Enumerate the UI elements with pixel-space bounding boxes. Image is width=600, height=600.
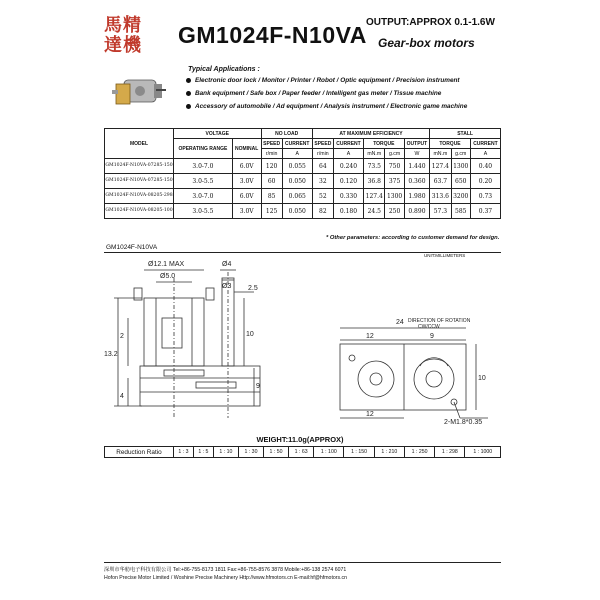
col-max-efficiency: AT MAXIMUM EFFICIENCY	[312, 129, 429, 139]
logo-line-1: 馬精	[104, 15, 142, 36]
dim-4: 4	[120, 393, 124, 400]
col-st-current: CURRENT	[470, 139, 500, 149]
weight-label: WEIGHT:11.0g(APPROX)	[256, 435, 344, 444]
footer-contact: 深圳市华舫电子科技有限公司 Tel:+86-755-8173 1811 Fax:+86-755-8576 3878 Mobile:+86-138 2574 6071	[104, 567, 347, 573]
table-cell-me-speed: 52	[312, 189, 333, 204]
table-cell-op: 3.0-5.5	[174, 174, 233, 189]
table-cell-nom: 6.0V	[232, 189, 261, 204]
table-cell-me-tq1: 36.8	[364, 174, 385, 189]
dim-d3: Ø3	[222, 283, 232, 290]
unit-mnm: mN.m	[430, 149, 451, 159]
applications-title: Typical Applications :	[188, 66, 260, 73]
table-cell-me-out: 0.890	[404, 204, 429, 219]
table-cell-me-cur: 0.240	[333, 159, 363, 174]
dim-24: 24	[396, 319, 404, 326]
unit-a: A	[470, 149, 500, 159]
col-st-torque: TORQUE	[430, 139, 471, 149]
rotation-label: DIRECTION OF ROTATION	[408, 318, 471, 324]
unit-rmin: r/min	[261, 149, 282, 159]
col-operating-range: OPERATING RANGE	[174, 139, 233, 159]
dim-12: 12	[366, 333, 374, 340]
table-cell-nl-speed: 85	[261, 189, 282, 204]
dim-9: 9	[256, 383, 260, 390]
table-cell-me-speed: 32	[312, 174, 333, 189]
logo-line-2: 達機	[104, 35, 142, 56]
application-item: Electronic door lock / Monitor / Printer / Robot / Optic equipment / Precision instrument	[186, 77, 460, 84]
output-power: OUTPUT:APPROX 0.1-1.6W	[366, 17, 495, 28]
table-cell-st-cur: 0.40	[470, 159, 500, 174]
table-cell-st-tq1: 63.7	[430, 174, 451, 189]
col-me-torque: TORQUE	[364, 139, 405, 149]
unit-gcm: g.cm	[385, 149, 404, 159]
application-item: Accessory of automobile / Ad equipment / Analysis instrument / Electronic game machine	[186, 103, 467, 110]
table-cell-nl-speed: 125	[261, 204, 282, 219]
unit-a: A	[333, 149, 363, 159]
dim-10-v: 10	[478, 375, 486, 382]
table-row	[105, 204, 501, 219]
table-cell-st-cur: 0.37	[470, 204, 500, 219]
table-cell-model: GM1024F-N10VA-07285-150	[105, 159, 174, 174]
ratio-value: 1 : 100	[314, 447, 344, 458]
ratio-value: 1 : 50	[264, 447, 289, 458]
dim-12-b: 12	[366, 411, 374, 418]
table-cell-op: 3.0-7.0	[174, 159, 233, 174]
table-cell-me-tq1: 73.5	[364, 159, 385, 174]
table-cell-me-tq2: 1300	[385, 189, 404, 204]
col-voltage: VOLTAGE	[174, 129, 262, 139]
table-cell-model: GM1024F-N10VA-07285-150	[105, 174, 174, 189]
table-cell-me-cur: 0.330	[333, 189, 363, 204]
table-cell-st-tq2: 650	[451, 174, 470, 189]
unit-label: UNIT:MILLIMETERS	[424, 253, 466, 258]
divider	[104, 252, 501, 253]
product-subtitle: Gear-box motors	[378, 36, 475, 50]
rotation-direction: CW/CCW	[418, 324, 440, 330]
table-cell-me-out: 1.440	[404, 159, 429, 174]
ratio-value: 1 : 210	[374, 447, 404, 458]
specification-table	[104, 128, 501, 219]
table-cell-op: 3.0-7.0	[174, 189, 233, 204]
col-me-output: OUTPUT	[404, 139, 429, 149]
ratio-value: 1 : 30	[238, 447, 263, 458]
table-cell-me-tq2: 375	[385, 174, 404, 189]
table-cell-me-cur: 0.120	[333, 174, 363, 189]
table-cell-st-tq2: 585	[451, 204, 470, 219]
unit-mnm: mN.m	[364, 149, 385, 159]
page-title: GM1024F-N10VA	[178, 22, 367, 48]
dim-2-5: 2.5	[248, 285, 258, 292]
table-cell-me-tq2: 250	[385, 204, 404, 219]
ratio-value: 1 : 10	[213, 447, 238, 458]
screw-spec: 2-M1.8*0.35	[444, 419, 483, 426]
unit-gcm: g.cm	[451, 149, 470, 159]
dim-d4: Ø4	[222, 261, 232, 268]
table-cell-st-cur: 0.20	[470, 174, 500, 189]
reduction-ratio-table	[104, 446, 501, 458]
col-me-speed: SPEED	[312, 139, 333, 149]
ratio-value: 1 : 63	[289, 447, 314, 458]
motor-photo	[110, 66, 172, 116]
ratio-value: 1 : 3	[174, 447, 194, 458]
table-cell-nl-speed: 120	[261, 159, 282, 174]
table-cell-op: 3.0-5.5	[174, 204, 233, 219]
col-model: MODEL	[105, 129, 174, 159]
table-cell-me-tq2: 750	[385, 159, 404, 174]
table-cell-nom: 6.0V	[232, 159, 261, 174]
table-cell-st-tq1: 313.6	[430, 189, 451, 204]
table-cell-st-tq1: 127.4	[430, 159, 451, 174]
table-cell-st-tq1: 57.3	[430, 204, 451, 219]
dim-2: 2	[120, 333, 124, 340]
ratio-value: 1 : 1000	[465, 447, 501, 458]
application-item: Bank equipment / Safe box / Paper feeder / Intelligent gas meter / Tissue machine	[186, 90, 441, 97]
unit-w: W	[404, 149, 429, 159]
table-cell-st-tq2: 1300	[451, 159, 470, 174]
table-cell-st-tq2: 3200	[451, 189, 470, 204]
technical-drawing	[104, 258, 501, 430]
ratio-value: 1 : 250	[404, 447, 434, 458]
col-nominal: NOMINAL	[232, 139, 261, 159]
table-cell-me-speed: 64	[312, 159, 333, 174]
table-cell-model: GM1024F-N10VA-08205-100	[105, 204, 174, 219]
table-cell-nom: 3.0V	[232, 204, 261, 219]
table-row	[105, 174, 501, 189]
col-nl-speed: SPEED	[261, 139, 282, 149]
footer-divider	[104, 562, 501, 563]
company-logo	[104, 16, 164, 56]
table-cell-me-tq1: 127.4	[364, 189, 385, 204]
dim-10: 10	[246, 331, 254, 338]
dim-d5: Ø5.0	[160, 273, 176, 280]
table-cell-nl-cur: 0.050	[282, 174, 312, 189]
footnote: * Other parameters: according to customer demand for design.	[326, 235, 500, 241]
ratio-label: Reduction Ratio	[105, 447, 174, 458]
dim-13-2: 13.2	[104, 351, 118, 358]
drawing-model: GM1024F-N10VA	[106, 244, 158, 251]
col-nl-current: CURRENT	[282, 139, 312, 149]
unit-rmin: r/min	[312, 149, 333, 159]
table-cell-nom: 3.0V	[232, 174, 261, 189]
col-stall: STALL	[430, 129, 501, 139]
table-row	[105, 189, 501, 204]
table-cell-nl-cur: 0.055	[282, 159, 312, 174]
table-cell-me-out: 0.360	[404, 174, 429, 189]
dim-d12: Ø12.1 MAX	[148, 261, 185, 268]
unit-a: A	[282, 149, 312, 159]
table-cell-me-speed: 82	[312, 204, 333, 219]
table-row	[105, 159, 501, 174]
table-cell-nl-speed: 60	[261, 174, 282, 189]
table-cell-me-cur: 0.180	[333, 204, 363, 219]
ratio-value: 1 : 150	[344, 447, 374, 458]
footer-company: Hofon Precise Motor Limited / Woshine Precise Machinery Http://www.hfmotors.cn E-mail:hf@hfmotors.cn	[104, 575, 348, 581]
table-cell-me-out: 1.980	[404, 189, 429, 204]
ratio-value: 1 : 298	[435, 447, 465, 458]
table-cell-st-cur: 0.73	[470, 189, 500, 204]
col-me-current: CURRENT	[333, 139, 363, 149]
table-cell-model: GM1024F-N10VA-08205-298	[105, 189, 174, 204]
table-cell-nl-cur: 0.050	[282, 204, 312, 219]
dim-9-h: 9	[430, 333, 434, 340]
table-cell-nl-cur: 0.065	[282, 189, 312, 204]
table-cell-me-tq1: 24.5	[364, 204, 385, 219]
col-no-load: NO LOAD	[261, 129, 312, 139]
ratio-value: 1 : 5	[193, 447, 213, 458]
